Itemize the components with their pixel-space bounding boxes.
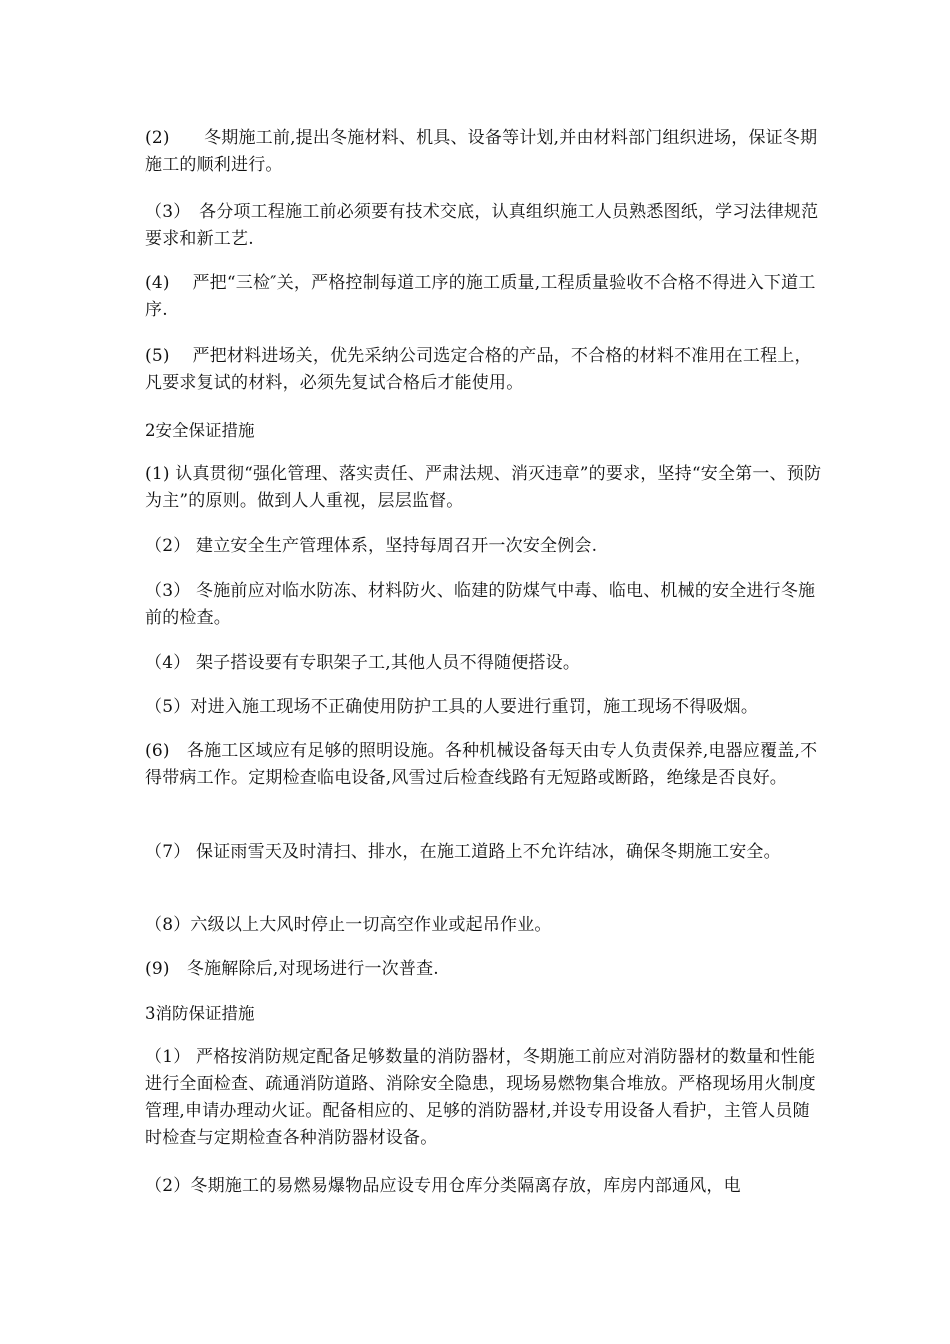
paragraph-safety-7: （7） 保证雨雪天及时清扫、排水，在施工道路上不允许结冰，确保冬期施工安全。 — [145, 842, 781, 862]
paragraph-safety-1: (1) 认真贯彻“强化管理、落实责任、严肃法规、消灭违章”的要求，坚持“安全第一、预防为主”的原则。做到人人重视，层层监督。 — [145, 464, 822, 511]
paragraph-fire-2: （2）冬期施工的易燃易爆物品应设专用仓库分类隔离存放，库房内部通风，电 — [145, 1176, 741, 1196]
paragraph-safety-8: （8）六级以上大风时停止一切高空作业或起吊作业。 — [145, 915, 552, 935]
paragraph-safety-2: （2） 建立安全生产管理体系，坚持每周召开一次安全例会. — [145, 536, 598, 556]
section-heading-fire: 3消防保证措施 — [145, 1004, 255, 1023]
paragraph-technical-briefing: （3） 各分项工程施工前必须要有技术交底，认真组织施工人员熟悉图纸，学习法律规范要求和新工艺. — [145, 202, 819, 249]
paragraph-safety-4: （4） 架子搭设要有专职架子工,其他人员不得随便搭设。 — [145, 653, 581, 673]
paragraph-winter-plan: (2) 冬期施工前,提出冬施材料、机具、设备等计划,并由材料部门组织进场，保证冬期施工的顺利进行。 — [145, 128, 818, 175]
paragraph-safety-3: （3） 冬施前应对临水防冻、材料防火、临建的防煤气中毒、临电、机械的安全进行冬施前的检查。 — [145, 581, 816, 628]
paragraph-safety-5: （5）对进入施工现场不正确使用防护工具的人要进行重罚，施工现场不得吸烟。 — [145, 697, 759, 717]
section-heading-safety: 2安全保证措施 — [145, 421, 255, 440]
paragraph-three-checks: (4) 严把“三检″关，严格控制每道工序的施工质量,工程质量验收不合格不得进入下道工序. — [145, 273, 816, 320]
paragraph-safety-6: (6) 各施工区域应有足够的照明设施。各种机械设备每天由专人负责保养,电器应覆盖,不得带病工作。定期检查临电设备,风雪过后检查线路有无短路或断路，绝缘是否良好。 — [145, 741, 818, 788]
paragraph-safety-9: (9) 冬施解除后,对现场进行一次普查. — [145, 959, 439, 979]
paragraph-material-entry: (5) 严把材料进场关，优先采纳公司选定合格的产品，不合格的材料不准用在工程上，凡要求复试的材料，必须先复试合格后才能使用。 — [145, 346, 812, 393]
paragraph-fire-1: （1） 严格按消防规定配备足够数量的消防器材，冬期施工前应对消防器材的数量和性能进行全面检查、疏通消防道路、消除安全隐患，现场易燃物集合堆放。严格现场用火制度管理,申请办理动火证。配备相应的、足够的消防器材,并设专用设备人看护，主管人员随时检查与定期检查各种消防器材设备。 — [145, 1047, 816, 1148]
